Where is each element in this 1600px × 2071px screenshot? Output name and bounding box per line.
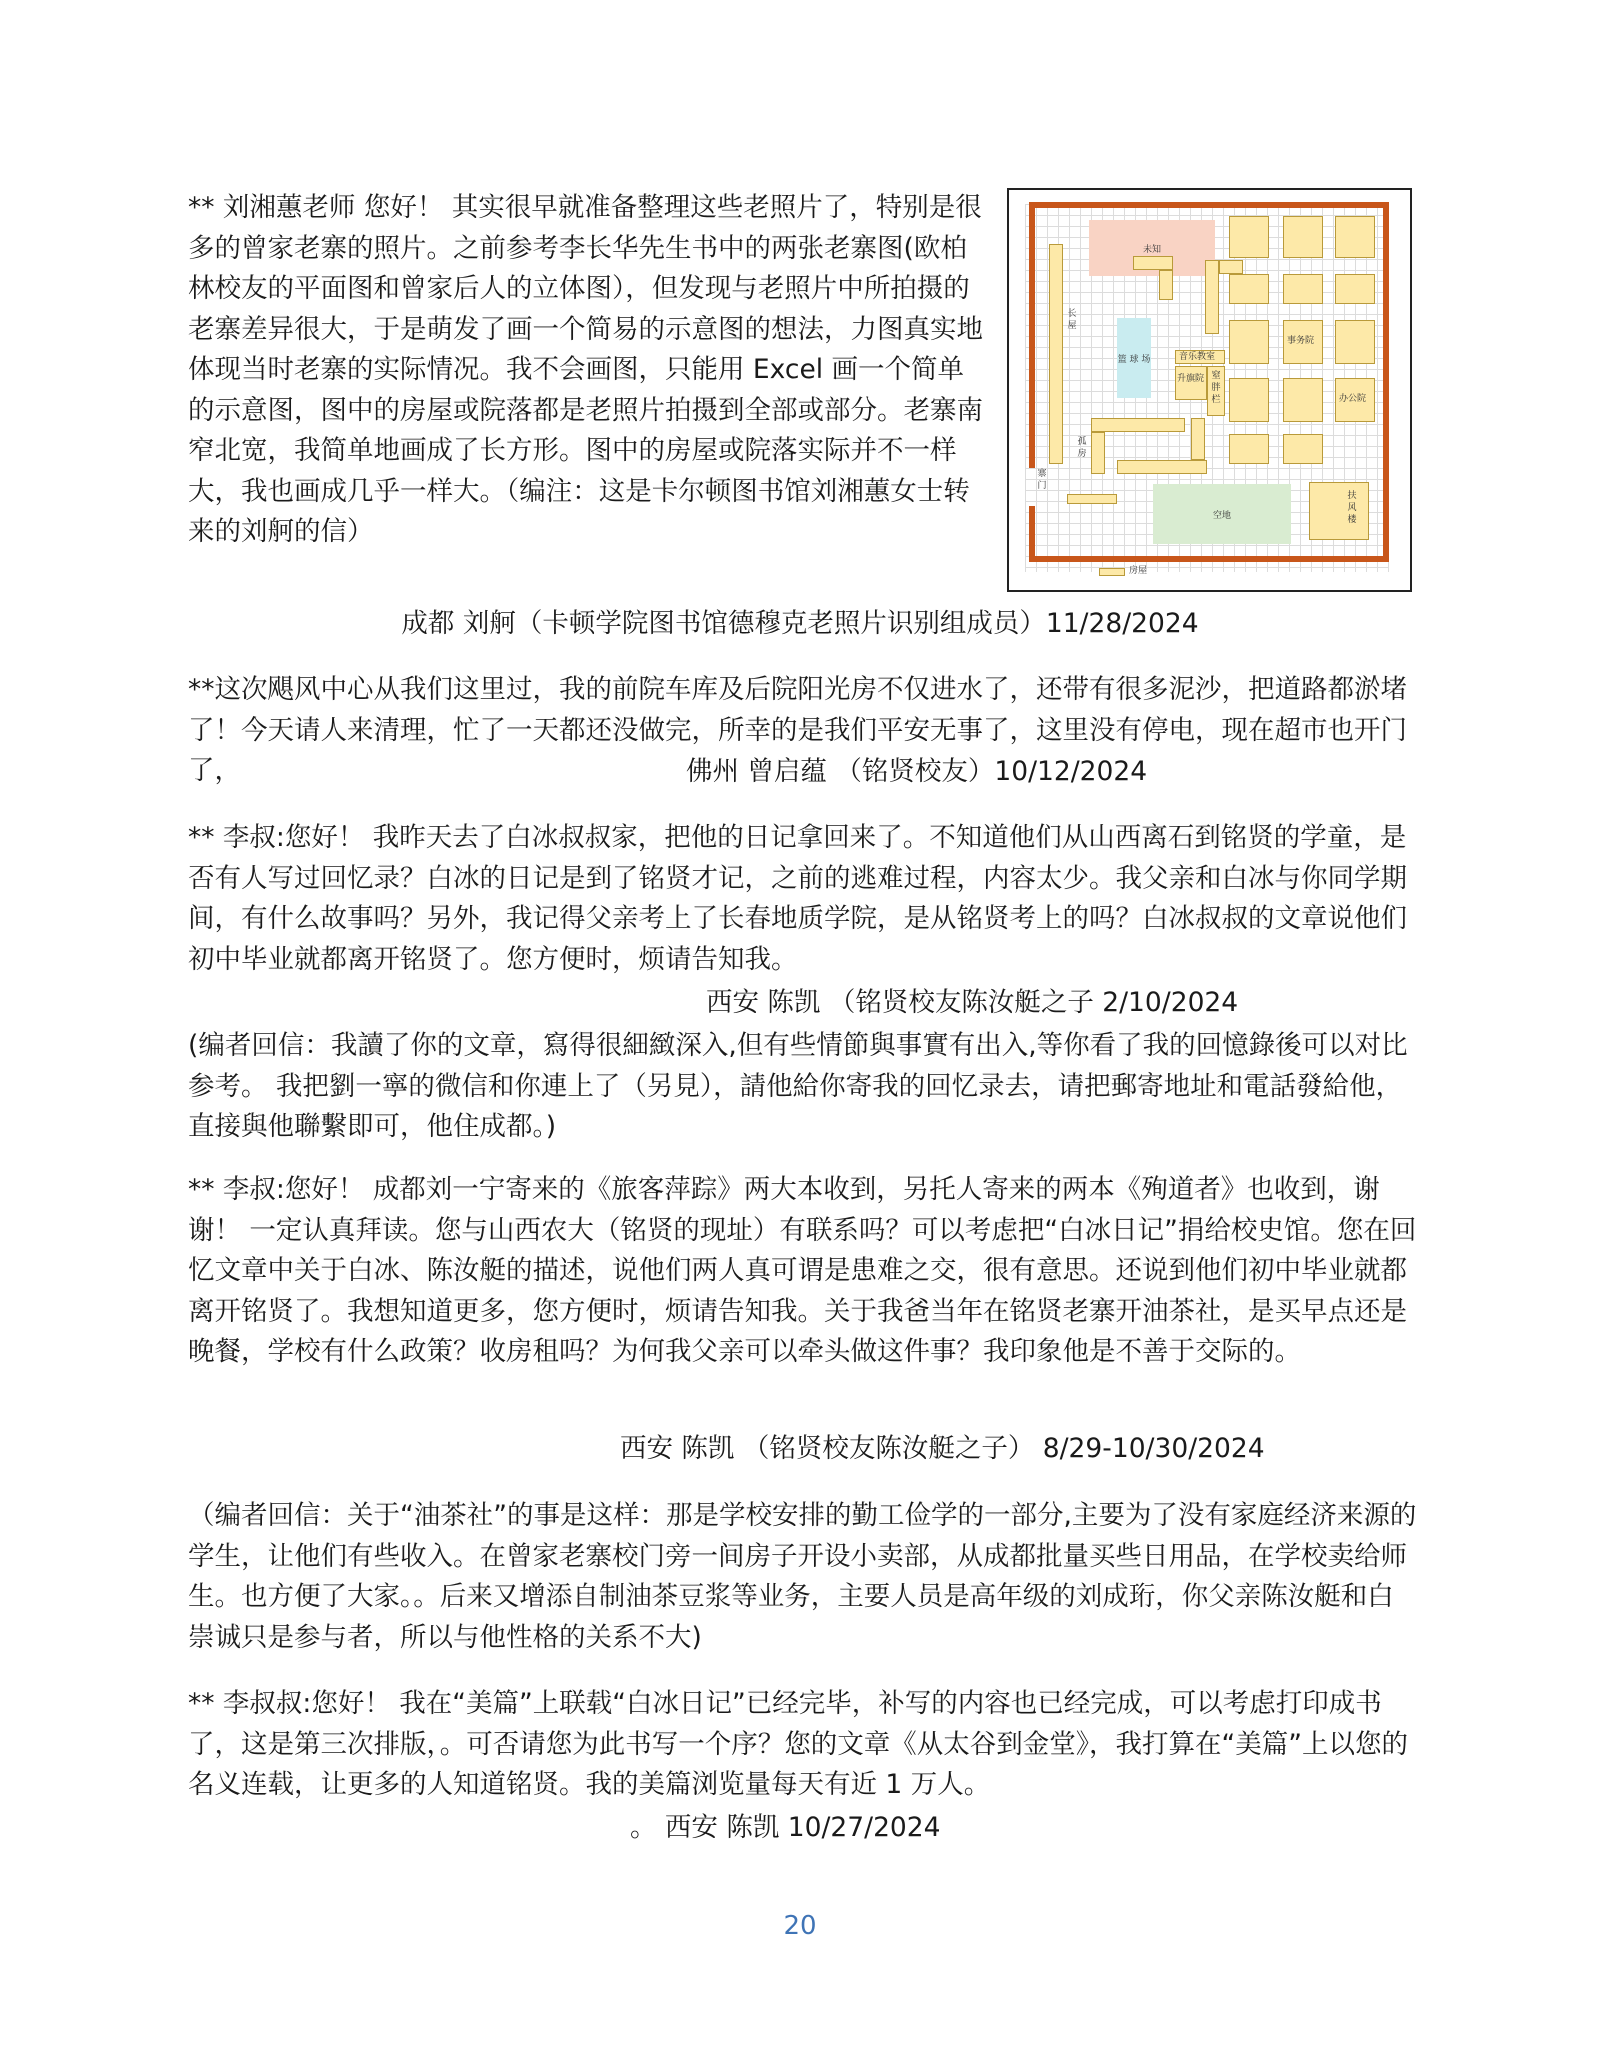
letter-4-text: ** 李叔:您好！ 成都刘一宁寄来的《旅客萍踪》两大本收到，另托人寄来的两本《殉道者》也收到，谢谢！ 一定认真拜读。您与山西农大（铭贤的现址）有联系吗？可以考虑把“白冰日记”捐给校史馆。您在回忆文章中关于白冰、陈汝艇的描述，说他们两人真可谓是患难之交，很有意思。还说到他们初中毕业就都离开铭贤了。我想知道更多，您方便时，烦请告知我。关于我爸当年在铭贤老寨开油茶社，是买早点还是晚餐，学校有什么政策？收房租吗？为何我父亲可以牵头做这件事？我印象他是不善于交际的。	[188, 1174, 1417, 1367]
map-l-building-4	[1219, 260, 1243, 274]
map-wall-bottom	[1029, 556, 1389, 562]
map-courtyard-r4c1	[1229, 378, 1269, 422]
map-label-fufeng-building: 扶 风 楼	[1347, 491, 1357, 525]
letter-5-text: ** 李叔叔:您好！ 我在“美篇”上联载“白冰日记”已经完毕，补写的内容也已经完成，可以考虑打印成书了，这是第三次排版，。可否请您为此书写一个序？您的文章《从太谷到金堂》，我打算在“美篇”上以您的名义连载，让更多的人知道铭贤。我的美篇浏览量每天有近 1 万人。	[188, 1688, 1408, 1800]
map-courtyard-r2c1	[1229, 274, 1269, 304]
map-courtyard-r5c1	[1229, 434, 1269, 464]
village-map	[1007, 188, 1412, 592]
map-l-building-2	[1159, 270, 1173, 300]
map-label-isolation-room: 孤 房	[1077, 437, 1087, 459]
letter-5-signature: 。 西安 陈凯 10/27/2024	[630, 1812, 941, 1843]
letter-2-signature: 佛州 曾启蕴 （铭贤校友）10/12/2024	[686, 756, 1148, 787]
map-wall-left-lower	[1029, 506, 1035, 562]
map-wall-top	[1029, 202, 1389, 208]
map-courtyard-r1c2	[1283, 216, 1323, 258]
letter-4-reply: （编者回信：关于“油茶社”的事是这样：那是学校安排的勤工俭学的一部分,主要为了没有家庭经济来源的学生，让他们有些收入。在曾家老寨校门旁一间房子开设小卖部，从成都批量买些日用品，在学校卖给师生。也方便了大家。。后来又增添自制油茶豆浆等业务，主要人员是高年级的刘成珩，你父亲陈汝艇和白崇诚只是参与者，所以与他性格的关系不大)	[188, 1500, 1417, 1653]
page-number: 20	[783, 1911, 817, 1941]
map-zone-basketball-court: 篮 球 场	[1117, 318, 1151, 398]
map-label-long-house: 长 屋	[1067, 309, 1077, 331]
map-courtyard-r3c3	[1335, 320, 1375, 364]
map-courtyard-r2c2	[1283, 274, 1323, 304]
map-l-building-3	[1205, 260, 1219, 334]
map-label-gate: 寨 门	[1037, 469, 1047, 491]
map-wall-right	[1383, 202, 1389, 562]
letter-1-signature: 成都 刘舸（卡顿学院图书馆德穆克老照片识别组成员）11/28/2024	[401, 608, 1199, 639]
map-courtyard-r1c1	[1229, 216, 1269, 258]
letter-3-signature: 西安 陈凯 （铭贤校友陈汝艇之子 2/10/2024	[706, 987, 1239, 1018]
map-fufeng-building	[1309, 482, 1369, 540]
map-courtyard-r5c2	[1283, 434, 1323, 464]
map-wall-left-upper	[1029, 202, 1035, 468]
map-label-flag-court: 升旗院	[1177, 374, 1205, 384]
letter-3-text: ** 李叔:您好！ 我昨天去了白冰叔叔家，把他的日记拿回来了。不知道他们从山西离石到铭贤的学童，是否有人写过回忆录？白冰的日记是到了铭贤才记，之前的逃难过程，内容太少。我父亲和白冰与你同学期间，有什么故事吗？另外，我记得父亲考上了长春地质学院，是从铭贤考上的吗？白冰叔叔的文章说他们初中毕业就都离开铭贤了。您方便时，烦请告知我。	[188, 822, 1407, 975]
map-courtyard-r3c1	[1229, 320, 1269, 364]
map-small-house	[1067, 494, 1117, 504]
map-courtyard-r1c3	[1335, 216, 1375, 258]
map-legend-house-label: 房屋	[1129, 566, 1148, 576]
map-l-building-1	[1133, 256, 1173, 270]
letter-3-reply: (编者回信：我讀了你的文章，寫得很細緻深入,但有些情節與事實有出入,等你看了我的回憶錄後可以对比参考。 我把劉一寧的微信和你連上了（另見），請他給你寄我的回忆录去，请把郵寄地址和電話發給他，直接與他聯繫即可，他住成都。)	[188, 1030, 1408, 1142]
map-courtyard-r4c2	[1283, 378, 1323, 422]
map-label-office-affairs: 事务院	[1287, 336, 1315, 346]
letter-4-signature: 西安 陈凯 （铭贤校友陈汝艇之子） 8/29-10/30/2024	[620, 1433, 1265, 1464]
map-long-house	[1049, 244, 1063, 464]
letter-1-text: ** 刘湘蕙老师 您好！ 其实很早就准备整理这些老照片了，特别是很多的曾家老寨的照片。之前参考李长华先生书中的两张老寨图(欧柏林校友的平面图和曾家后人的立体图），但发现与老照片中所拍摄的老寨差异很大，于是萌发了画一个简易的示意图的想法，力图真实地体现当时老寨的实际情况。我不会画图，只能用 Excel 画一个简单的示意图，图中的房屋或院落都是老照片拍摄到全部或部分。老寨南窄北宽，我简单地画成了长方形。图中的房屋或院落实际并不一样大，我也画成几乎一样大。（编注：这是卡尔顿图书馆刘湘蕙女士转来的刘舸的信）	[188, 192, 983, 547]
map-l-building-6	[1091, 432, 1105, 474]
map-zone-open-space: 空地	[1153, 484, 1291, 544]
map-label-office: 办公院	[1339, 394, 1367, 404]
map-legend-house-swatch	[1099, 568, 1125, 576]
map-l-building-8	[1191, 418, 1205, 460]
map-label-railing: 窒 胖 栏	[1211, 371, 1221, 405]
map-l-building-7	[1117, 460, 1207, 474]
map-zone-unknown: 未知	[1089, 220, 1215, 276]
map-label-music-classroom: 音乐教室	[1179, 352, 1216, 362]
map-courtyard-r2c3	[1335, 274, 1375, 304]
letter-2-text: **这次飓风中心从我们这里过，我的前院车库及后院阳光房不仅进水了，还带有很多泥沙，把道路都淤堵了！今天请人来清理，忙了一天都还没做完，所幸的是我们平安无事了，这里没有停电，现在超市也开门了，	[188, 674, 1407, 786]
map-l-building-5	[1091, 418, 1185, 432]
